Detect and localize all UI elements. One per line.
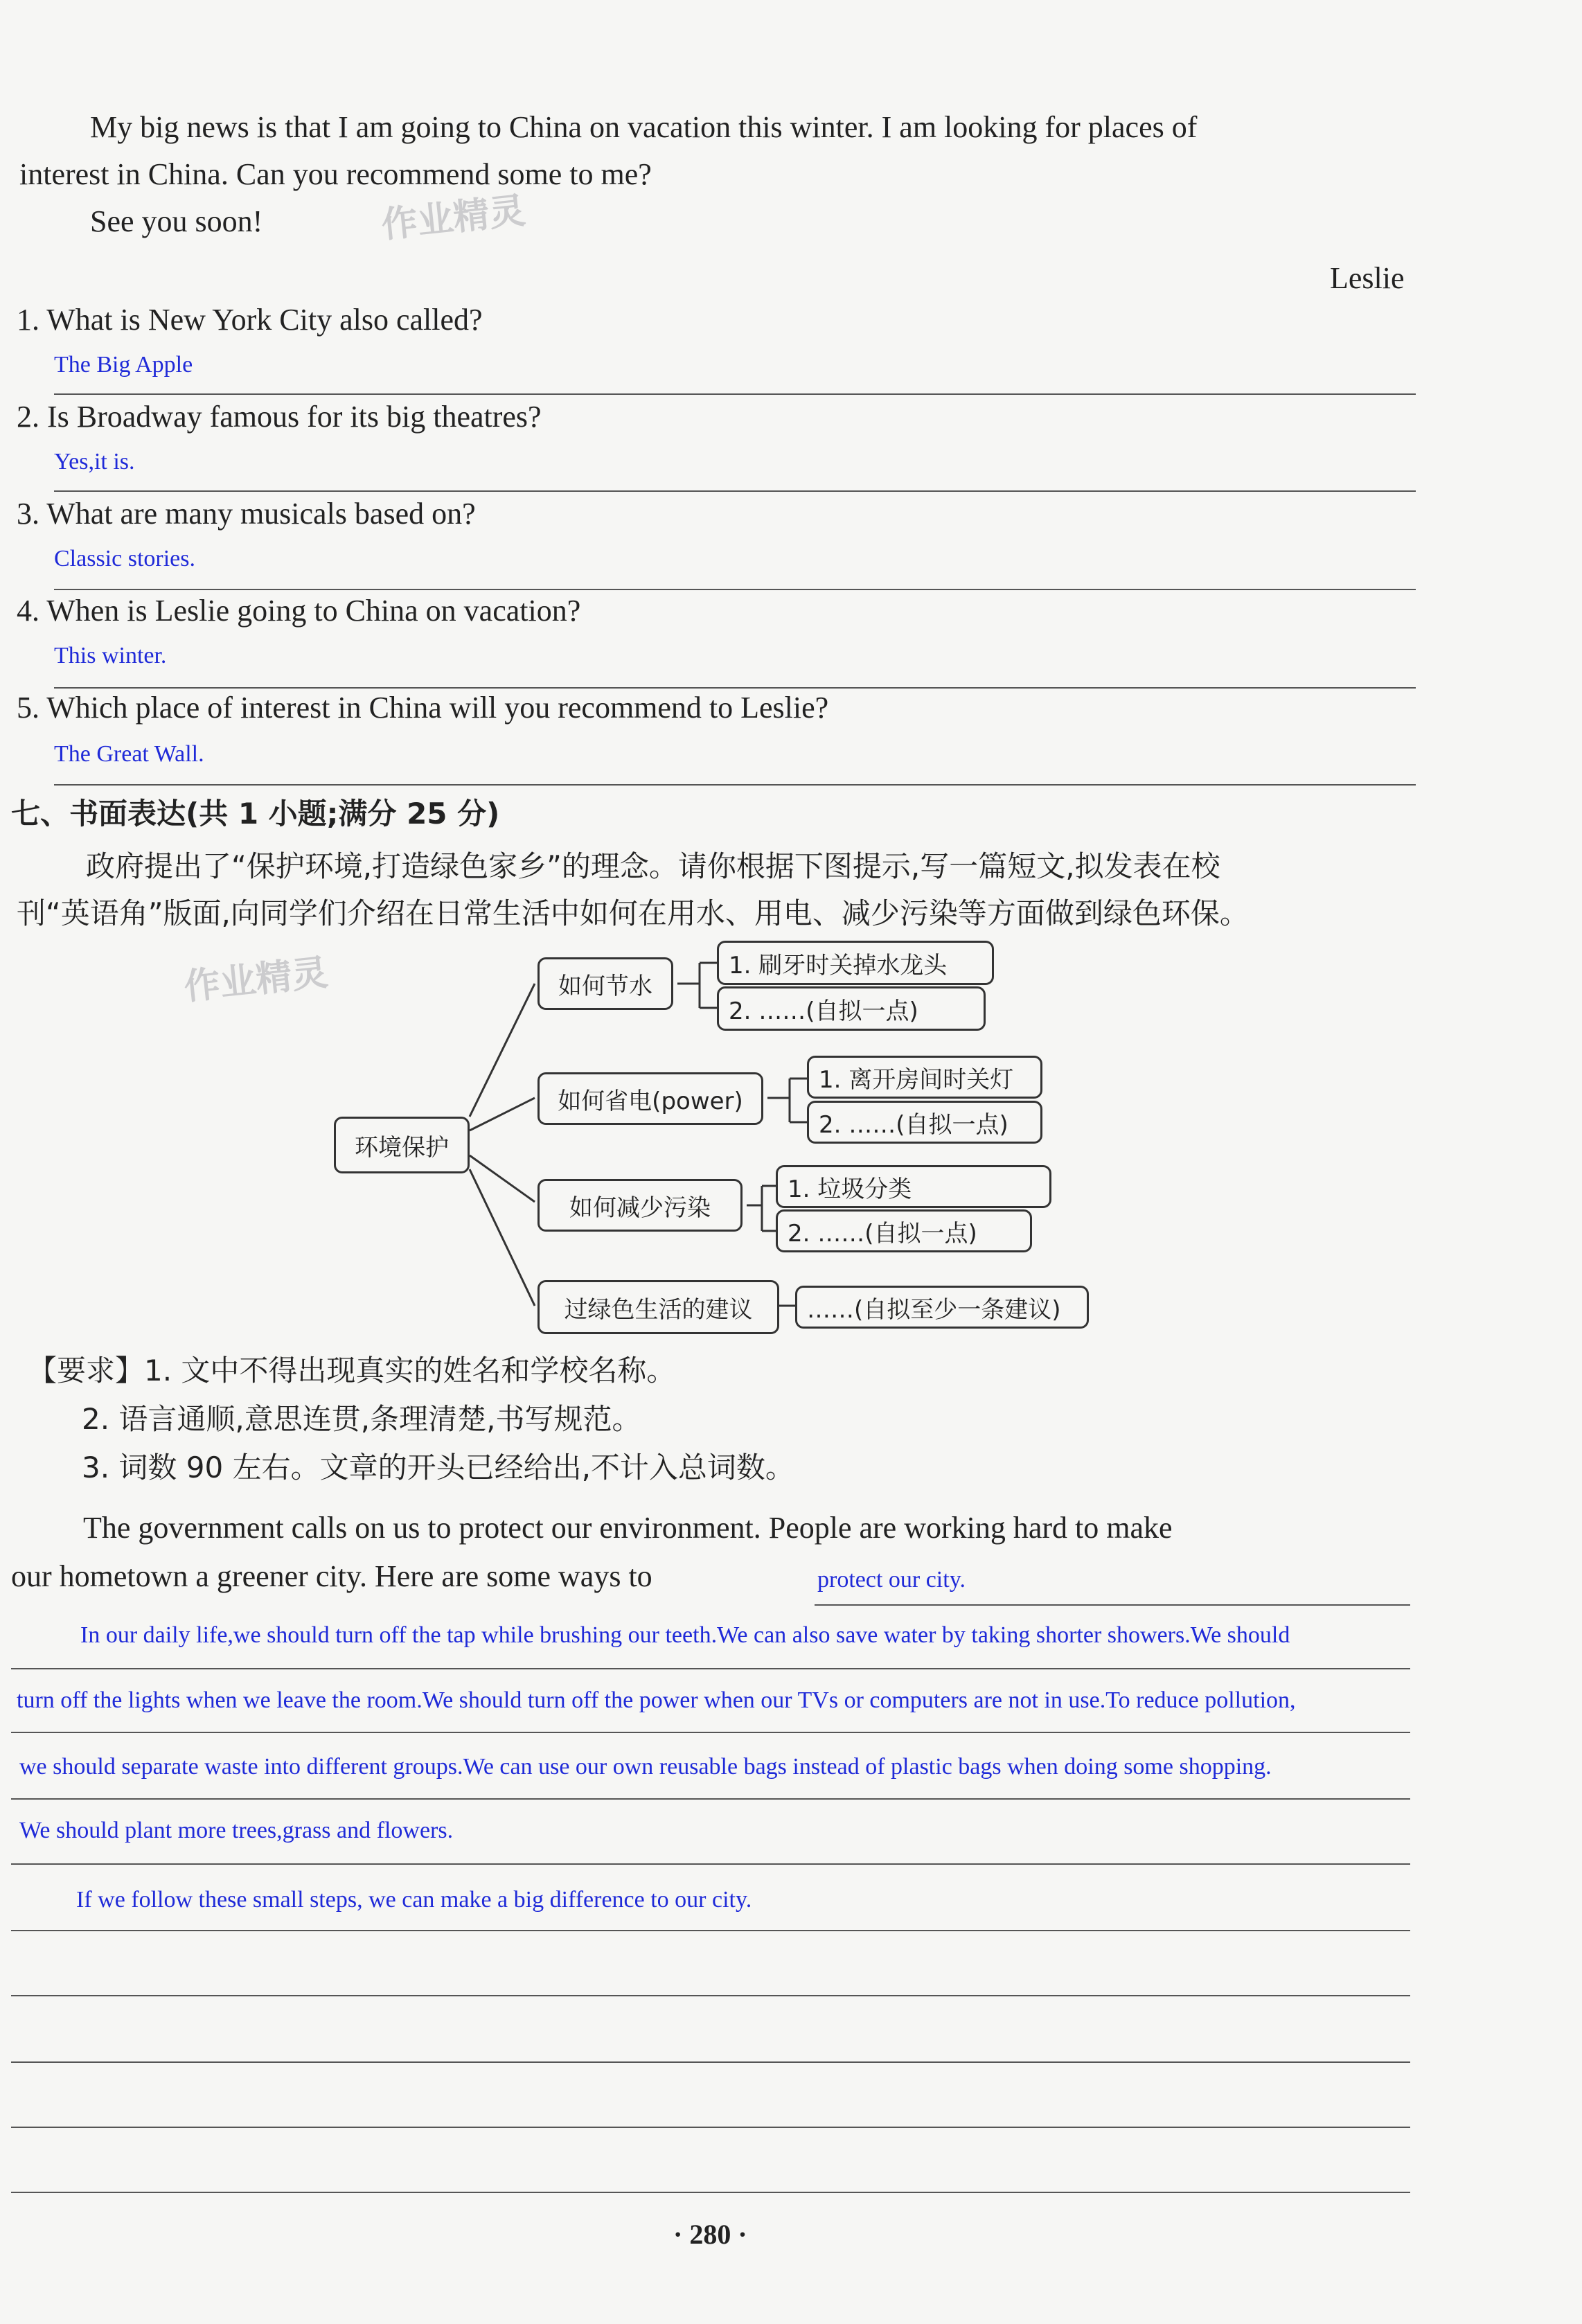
writing-line (11, 1995, 1410, 1996)
answer-3: Classic stories. (54, 546, 195, 571)
essay-start-line-2: our hometown a greener city. Here are some ways to (11, 1559, 652, 1593)
page-number: · 280 · (673, 2219, 747, 2250)
prompt-line-2: 刊“英语角”版面,向同学们介绍在日常生活中如何在用水、用电、减少污染等方面做到绿色环保。 (17, 896, 1249, 930)
question-3: 3. What are many musicals based on? (17, 497, 476, 531)
mindmap-item-power-1: 1. 离开房间时关灯 (807, 1056, 1042, 1099)
mindmap-root: 环境保护 (334, 1117, 470, 1173)
watermark: 作业精灵 (380, 190, 528, 247)
mindmap-branch-pollution: 如何减少污染 (537, 1179, 743, 1232)
essay-answer-line-2: turn off the lights when we leave the room.We should turn off the power when our TVs or computers are not in use.To reduce pollution, (17, 1687, 1296, 1713)
answer-2: Yes,it is. (54, 449, 135, 474)
letter-line-2: interest in China. Can you recommend some to me? (19, 157, 652, 191)
question-2: 2. Is Broadway famous for its big theatres? (17, 400, 542, 434)
answer-5: The Great Wall. (54, 741, 204, 767)
requirement-1: 【要求】1. 文中不得出现真实的姓名和学校名称。 (28, 1354, 676, 1387)
requirement-2: 2. 语言通顺,意思连贯,条理清楚,书写规范。 (82, 1402, 641, 1436)
mindmap-item-power-2: 2. ……(自拟一点) (807, 1101, 1042, 1144)
fill-in-line (815, 1604, 1410, 1606)
answer-4: This winter. (54, 643, 167, 668)
writing-line (11, 1930, 1410, 1931)
question-1: 1. What is New York City also called? (17, 303, 483, 337)
mindmap-item-water-1: 1. 刷牙时关掉水龙头 (717, 941, 994, 985)
essay-start-line-1: The government calls on us to protect our environment. People are working hard to make (83, 1511, 1173, 1545)
answer-1: The Big Apple (54, 352, 193, 378)
watermark: 作业精灵 (182, 952, 330, 1009)
writing-line (11, 2192, 1410, 2193)
mindmap-item-water-2: 2. ……(自拟一点) (717, 986, 986, 1031)
mindmap-branch-power: 如何省电(power) (537, 1072, 763, 1125)
essay-answer-line-3: we should separate waste into different groups.We can use our own reusable bags instead of plastic bags when doing some shopping. (19, 1754, 1272, 1780)
section-title: 七、书面表达(共 1 小题;满分 25 分) (11, 797, 500, 831)
mindmap-item-green-life-1: ……(自拟至少一条建议) (795, 1286, 1089, 1329)
writing-line (11, 2061, 1410, 2063)
writing-line (11, 1863, 1410, 1865)
letter-line-1: My big news is that I am going to China on vacation this winter. I am looking for places of (90, 110, 1198, 144)
requirement-3: 3. 词数 90 左右。文章的开头已经给出,不计入总词数。 (82, 1451, 794, 1484)
letter-signature: Leslie (1330, 261, 1405, 295)
writing-line (11, 1668, 1410, 1669)
writing-line (11, 1732, 1410, 1733)
essay-answer-line-5: If we follow these small steps, we can make a big difference to our city. (76, 1887, 752, 1913)
mindmap-branch-water: 如何节水 (537, 957, 673, 1010)
writing-line (11, 1798, 1410, 1800)
essay-answer-line-1: In our daily life,we should turn off the tap while brushing our teeth.We can also save water by taking shorter showers.We should (80, 1622, 1290, 1648)
question-5: 5. Which place of interest in China will you recommend to Leslie? (17, 691, 829, 725)
mindmap-item-pollution-1: 1. 垃圾分类 (776, 1165, 1051, 1208)
essay-answer-line-4: We should plant more trees,grass and flowers. (19, 1818, 454, 1843)
question-4: 4. When is Leslie going to China on vacation? (17, 594, 581, 628)
letter-closing: See you soon! (90, 204, 263, 238)
prompt-line-1: 政府提出了“保护环境,打造绿色家乡”的理念。请你根据下图提示,写一篇短文,拟发表在校 (86, 849, 1220, 883)
mindmap-item-pollution-2: 2. ……(自拟一点) (776, 1209, 1032, 1252)
writing-line (11, 2127, 1410, 2128)
mindmap-branch-green-life: 过绿色生活的建议 (537, 1280, 779, 1334)
essay-fill-in: protect our city. (817, 1567, 966, 1593)
